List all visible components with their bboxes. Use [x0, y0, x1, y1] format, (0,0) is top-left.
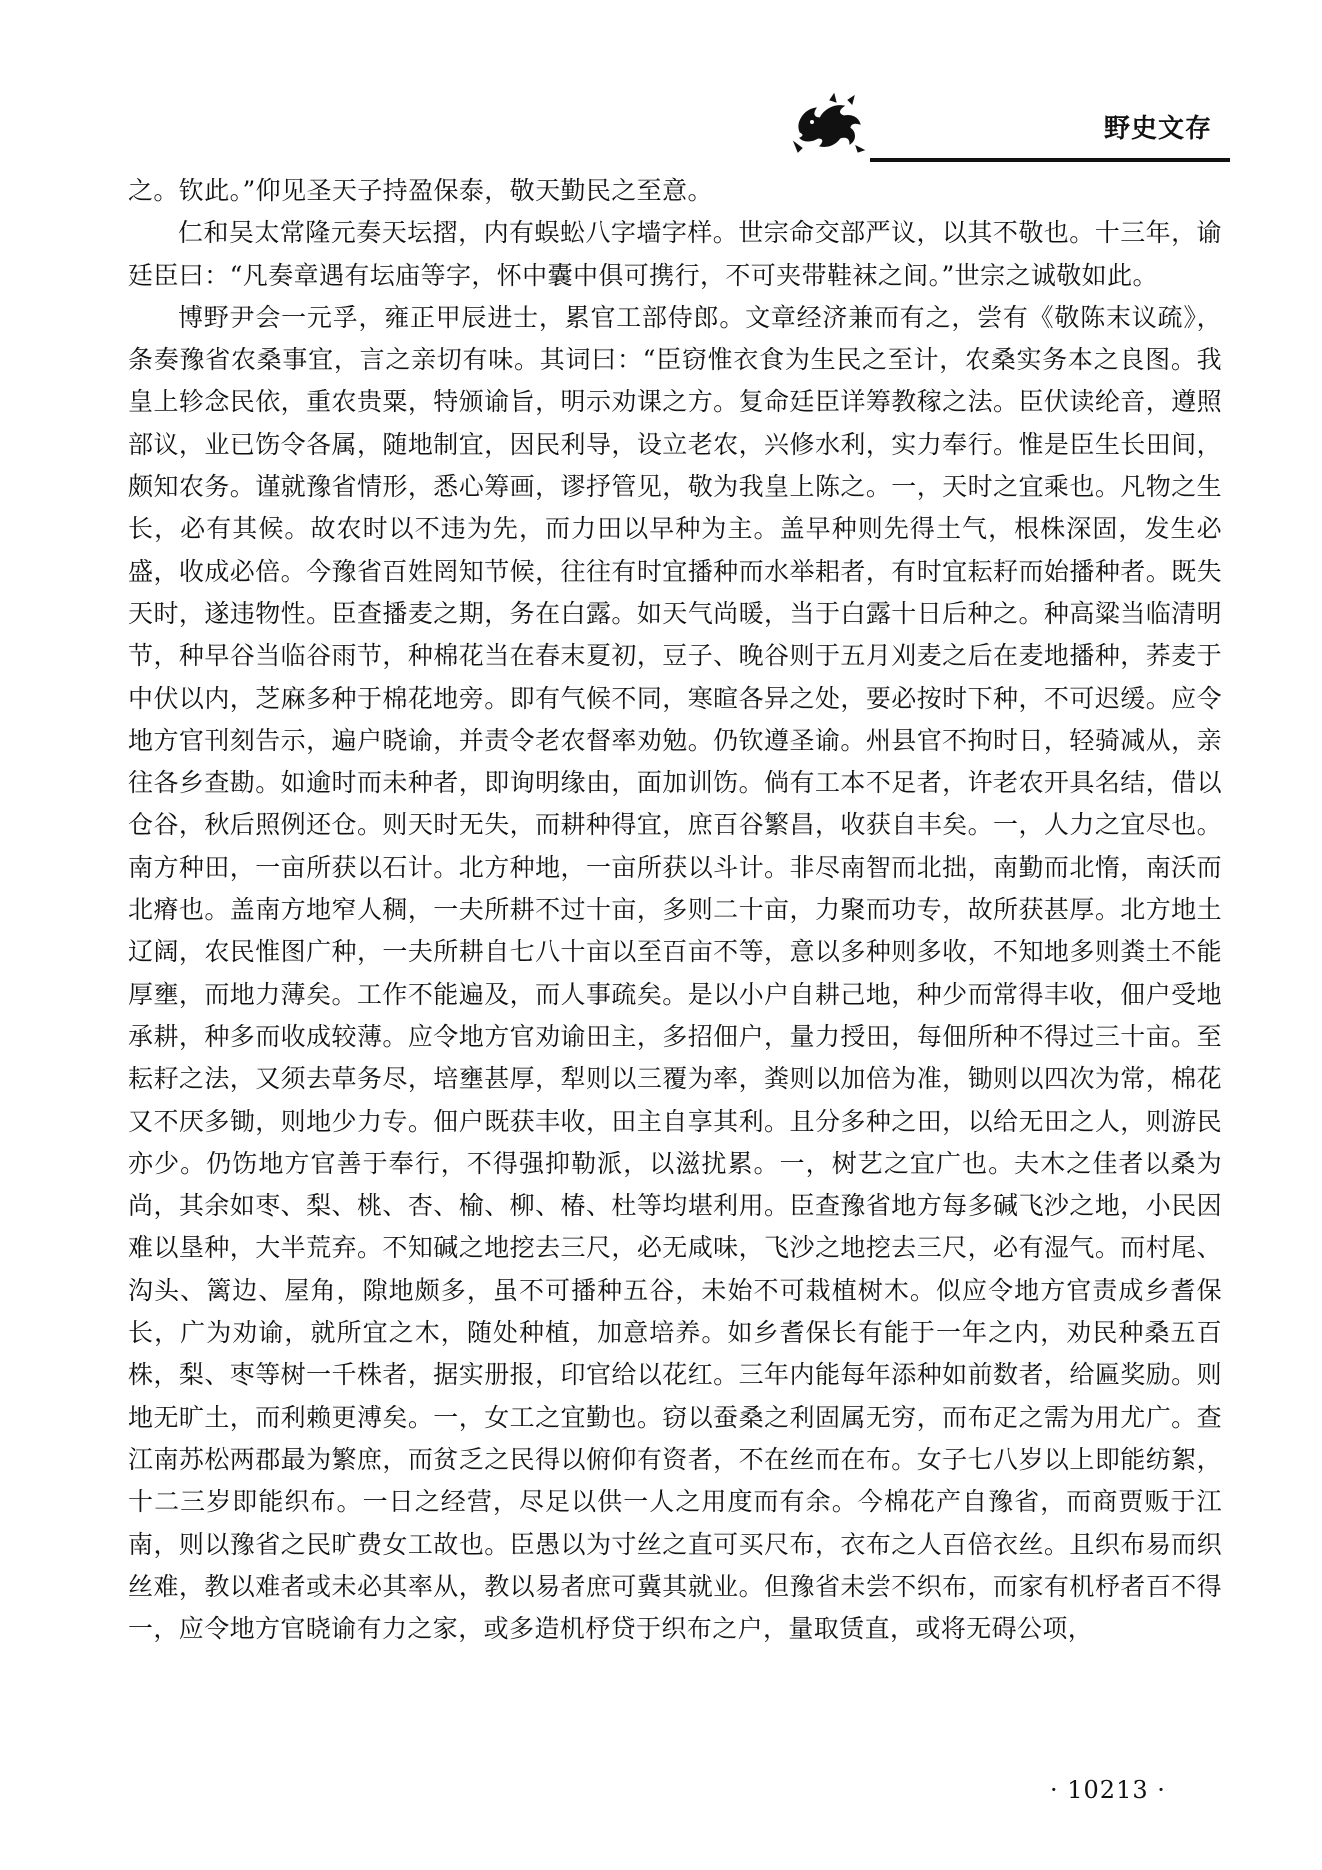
header-rule [870, 158, 1230, 162]
dragon-emblem-icon [790, 92, 868, 154]
series-title: 野史文存 [1103, 114, 1212, 144]
paragraph: 博野尹会一元孚，雍正甲辰进士，累官工部侍郎。文章经济兼而有之，尝有《敬陈末议疏》，条奏豫省农桑事宜，言之亲切有味。其词曰：“臣窃惟衣食为生民之至计，农桑实务本之良图。我皇上轸念民依，重农贵粟，特颁谕旨，明示劝课之方。复命廷臣详筹教稼之法。臣伏读纶音，遵照部议，业已饬令各属，随地制宜，因民利导，设立老农，兴修水利，实力奉行。惟是臣生长田间，颇知农务。谨就豫省情形，悉心筹画，谬抒管见，敬为我皇上陈之。一，天时之宜乘也。凡物之生长，必有其候。故农时以不违为先，而力田以早种为主。盖早种则先得土气，根株深固，发生必盛，收成必倍。今豫省百姓罔知节候，往往有时宜播种而水举耜者，有时宜耘耔而始播种者。既失天时，遂违物性。臣查播麦之期，务在白露。如天气尚暖，当于白露十日后种之。种高粱当临清明节，种早谷当临谷雨节，种棉花当在春末夏初，豆子、晚谷则于五月刈麦之后在麦地播种，荞麦于中伏以内，芝麻多种于棉花地旁。即有气候不同，寒暄各异之处，要必按时下种，不可迟缓。应令地方官刊刻告示，遍户晓谕，并责令老农督率劝勉。仍钦遵圣谕。州县官不拘时日，轻骑减从，亲往各乡查勘。如逾时而未种者，即询明缘由，面加训饬。倘有工本不足者，许老农开具名结，借以仓谷，秋后照例还仓。则天时无失，而耕种得宜，庶百谷繁昌，收获自丰矣。一，人力之宜尽也。南方种田，一亩所获以石计。北方种地，一亩所获以斗计。非尽南智而北拙，南勤而北惰，南沃而北瘠也。盖南方地窄人稠，一夫所耕不过十亩，多则二十亩，力聚而功专，故所获甚厚。北方地土辽阔，农民惟图广种，一夫所耕自七八十亩以至百亩不等，意以多种则多收，不知地多则粪土不能厚壅，而地力薄矣。工作不能遍及，而人事疏矣。是以小户自耕己地，种少而常得丰收，佃户受地承耕，种多而收成较薄。应令地方官劝谕田主，多招佃户，量力授田，每佃所种不得过三十亩。至耘耔之法，又须去草务尽，培壅甚厚，犁则以三覆为率，粪则以加倍为准，锄则以四次为常，棉花又不厌多锄，则地少力专。佃户既获丰收，田主自享其利。且分多种之田，以给无田之人，则游民亦少。仍饬地方官善于奉行，不得强抑勒派，以滋扰累。一，树艺之宜广也。夫木之佳者以桑为尚，其余如枣、梨、桃、杏、榆、柳、椿、杜等均堪利用。臣查豫省地方每多碱飞沙之地，小民因难以垦种，大半荒弃。不知碱之地挖去三尺，必无咸味，飞沙之地挖去三尺，必有湿气。而村尾、沟头、篱边、屋角，隙地颇多，虽不可播种五谷，未始不可栽植树木。似应令地方官责成乡耆保长，广为劝谕，就所宜之木，随处种植，加意培养。如乡耆保长有能于一年之内，劝民种桑五百株，梨、枣等树一千株者，据实册报，印官给以花红。三年内能每年添种如前数者，给匾奖励。则地无旷土，而利赖更溥矣。一，女工之宜勤也。窃以蚕桑之利固属无穷，而布疋之需为用尤广。查江南苏松两郡最为繁庶，而贫乏之民得以俯仰有资者，不在丝而在布。女子七八岁以上即能纺絮，十二三岁即能织布。一日之经营，尽足以供一人之用度而有余。今棉花产自豫省，而商贾贩于江南，则以豫省之民旷费女工故也。臣愚以为寸丝之直可买尺布，衣布之人百倍衣丝。且织布易而织丝难，教以难者或未必其率从，教以易者庶可冀其就业。但豫省未尝不织布，而家有机杼者百不得一，应令地方官晓谕有力之家，或多造机杼贷于织布之户，量取赁直，或将无碍公项， [128, 302, 1222, 1644]
paragraph: 仁和吴太常隆元奏天坛摺，内有蜈蚣八字墙字样。世宗命交部严议，以其不敬也。十三年，谕廷臣曰：“凡奏章遇有坛庙等字，怀中囊中俱可携行，不可夹带鞋袜之间。”世宗之诚敬如此。 [128, 218, 1222, 290]
page-number: · 10213 · [1050, 1776, 1166, 1804]
paragraph: 之。钦此。”仰见圣天子持盈保泰，敬天勤民之至意。 [128, 176, 713, 205]
main-text [128, 170, 1222, 1650]
running-header [790, 88, 1230, 168]
